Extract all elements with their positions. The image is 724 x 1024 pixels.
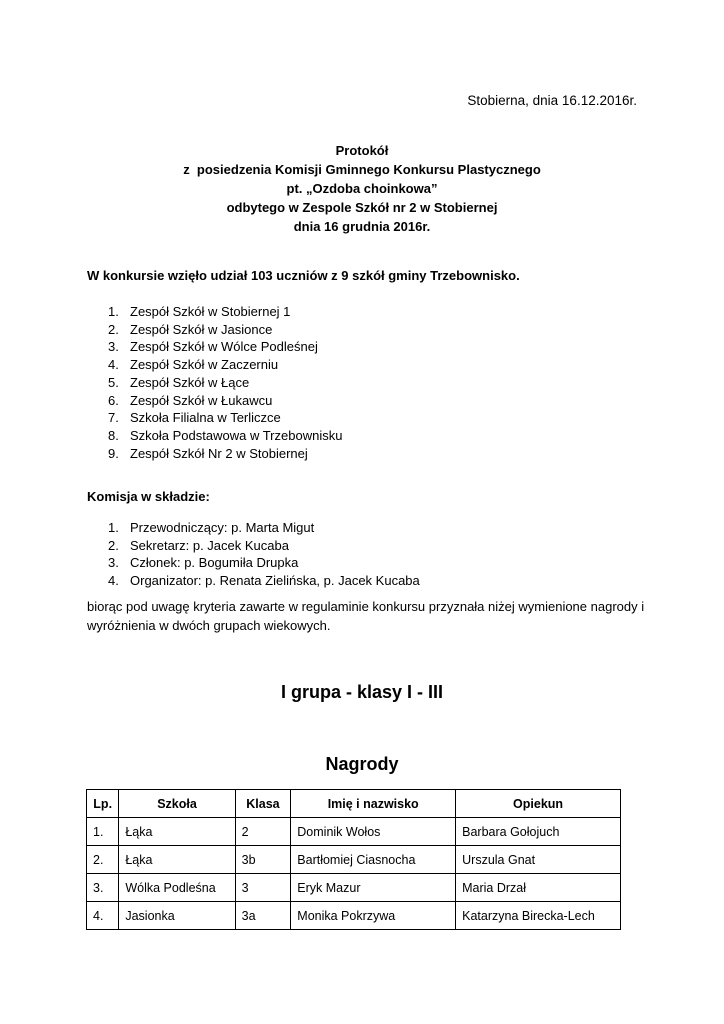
intro-text: W konkursie wzięło udział 103 uczniów z 9 szkół gminy Trzebownisko. <box>87 268 520 283</box>
list-item: 7. Szkoła Filialna w Terliczce <box>108 410 281 426</box>
list-item: 3. Członek: p. Bogumiła Drupka <box>108 555 299 571</box>
awards-table <box>86 789 621 930</box>
column-header: Opiekun <box>456 790 621 818</box>
table-cell: 3 <box>235 874 291 902</box>
prizes-title: Nagrody <box>325 754 399 774</box>
list-item: 8. Szkoła Podstawowa w Trzebownisku <box>108 427 343 443</box>
list-item: 1. Zespół Szkół w Stobiernej 1 <box>108 304 291 319</box>
table-cell: 3b <box>235 846 291 874</box>
table-cell: Barbara Gołojuch <box>456 818 621 846</box>
heading-line-5: dnia 16 grudnia 2016r. <box>293 219 431 234</box>
table-cell: Bartłomiej Ciasnocha <box>291 846 456 874</box>
heading-line-1: Protokół <box>335 143 389 158</box>
table-row <box>87 874 621 902</box>
list-item: 5. Zespół Szkół w Łące <box>108 374 250 390</box>
table-row <box>87 818 621 846</box>
heading-line-3: pt. „Ozdoba choinkowa” <box>286 181 438 196</box>
table-cell: Dominik Wołos <box>291 818 456 846</box>
list-item: 4. Organizator: p. Renata Zielińska, p. Jacek Kucaba <box>108 573 420 589</box>
heading-line-2: z posiedzenia Komisji Gminnego Konkursu Plastycznego <box>183 162 541 177</box>
list-item: 6. Zespół Szkół w Łukawcu <box>108 392 273 408</box>
table-cell: 2 <box>235 818 291 846</box>
table-cell: Katarzyna Birecka-Lech <box>456 902 621 930</box>
list-item: 2. Zespół Szkół w Jasionce <box>108 321 273 337</box>
table-cell: Maria Drzał <box>456 874 621 902</box>
table-cell: Monika Pokrzywa <box>291 902 456 930</box>
table-cell: Urszula Gnat <box>456 846 621 874</box>
list-item: 3. Zespół Szkół w Wólce Podleśnej <box>108 339 318 355</box>
committee-heading: Komisja w składzie: <box>87 489 210 504</box>
committee-list <box>108 519 420 590</box>
protocol-heading <box>0 141 724 236</box>
column-header: Klasa <box>235 790 291 818</box>
list-item: 2. Sekretarz: p. Jacek Kucaba <box>108 537 289 553</box>
table-cell: Łąka <box>119 846 235 874</box>
table-header-row <box>87 790 621 818</box>
table-cell: 4. <box>87 902 119 930</box>
table-cell: Eryk Mazur <box>291 874 456 902</box>
table-cell: 1. <box>87 818 119 846</box>
table-cell: 3. <box>87 874 119 902</box>
table-row <box>87 902 621 930</box>
table-row <box>87 846 621 874</box>
table-cell: Wólka Podleśna <box>119 874 235 902</box>
column-header: Szkoła <box>119 790 235 818</box>
table-cell: Łąka <box>119 818 235 846</box>
column-header: Imię i nazwisko <box>291 790 456 818</box>
schools-list <box>108 303 342 462</box>
column-header: Lp. <box>87 790 119 818</box>
table-cell: Jasionka <box>119 902 235 930</box>
table-cell: 2. <box>87 846 119 874</box>
date-line: Stobierna, dnia 16.12.2016r. <box>467 93 637 108</box>
table-cell: 3a <box>235 902 291 930</box>
group-title: I grupa - klasy I - III <box>280 682 444 702</box>
list-item: 1. Przewodniczący: p. Marta Migut <box>108 520 315 535</box>
list-item: 4. Zespół Szkół w Zaczerniu <box>108 357 279 373</box>
list-item: 9. Zespół Szkół Nr 2 w Stobiernej <box>108 445 308 461</box>
decision-paragraph: biorąc pod uwagę kryteria zawarte w regulaminie konkursu przyznała niżej wymienione nagrody i wyróżnienia w dwóch grupach wiekowych. <box>87 599 645 633</box>
heading-line-4: odbytego w Zespole Szkół nr 2 w Stobiernej <box>226 200 498 215</box>
